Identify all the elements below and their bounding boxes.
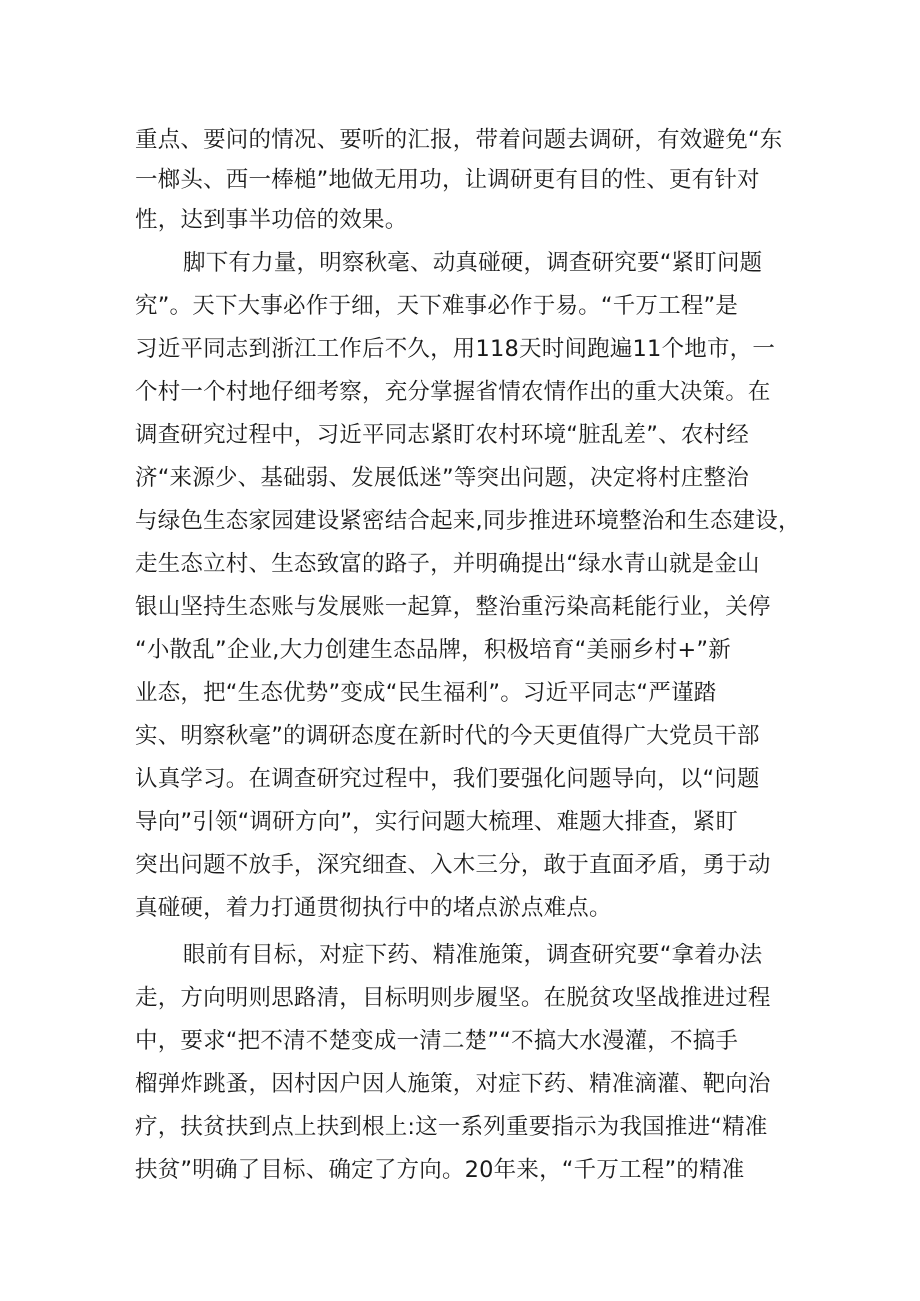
paragraph-first-line: 眼前有目标，对症下药、精准施策，调查研究要“拿着办法 (183, 942, 763, 968)
text-line: 一榔头、西一棒槌”地做无用功，让调研更有目的性、更有针对 (135, 167, 760, 193)
text-line: 济“来源少、基础弱、发展低迷”等突出问题，决定将村庄整治 (135, 465, 749, 491)
text-line: 个村一个村地仔细考察，充分掌握省情农情作出的重大决策。在 (135, 379, 771, 405)
text-line: 走生态立村、生态致富的路子，并明确提出“绿水青山就是金山 (135, 551, 760, 577)
text-line: 真碰硬，着力打通贯彻执行中的堵点淤点难点。 (135, 895, 612, 921)
paragraph-first-line: 脚下有力量，明察秋毫、动真碰硬，调查研究要“紧盯问题 (183, 250, 763, 276)
text-line: 中，要求“把不清不楚变成一清二楚”“不搞大水漫灌，不搞手 (135, 1028, 739, 1054)
text-line: 疗，扶贫扶到点上扶到根上:这一系列重要指示为我国推进“精准 (135, 1114, 768, 1140)
text-line: 业态，把“生态优势”变成“民生福利”。习近平同志“严谨踏 (135, 680, 717, 706)
text-line: 突出问题不放手，深究细查、入木三分，敢于直面矛盾，勇于动 (135, 852, 771, 878)
text-line: 重点、要问的情况、要听的汇报，带着问题去调研，有效避免“东 (135, 127, 783, 153)
text-line: 究”。天下大事必作于细，天下难事必作于易。“千万工程”是 (135, 293, 739, 319)
text-line: 走，方向明则思路清，目标明则步履坚。在脱贫攻坚战推进过程 (135, 985, 771, 1011)
text-line: 习近平同志到浙江工作后不久，用118天时间跑遍11个地市，一 (135, 336, 776, 362)
text-line: 性，达到事半功倍的效果。 (135, 207, 408, 233)
text-line: 导向”引领“调研方向”，实行问题大梳理、难题大排查，紧盯 (135, 809, 739, 835)
text-line: 实、明察秋毫”的调研态度在新时代的今天更值得广大党员干部 (135, 723, 760, 749)
text-line: 银山坚持生态账与发展账一起算，整治重污染高耗能行业，关停 (135, 594, 771, 620)
text-line: 与绿色生态家园建设紧密结合起来,同步推进环境整治和生态建设， (135, 508, 801, 534)
text-line: 扶贫”明确了目标、确定了方向。20年来，“千万工程”的精准 (135, 1157, 745, 1183)
text-line: “小散乱”企业,大力创建生态品牌，积极培育“美丽乡村+”新 (135, 637, 731, 663)
text-line: 榴弹炸跳蚤，因村因户因人施策，对症下药、精准滴灌、靶向治 (135, 1071, 771, 1097)
text-line: 调查研究过程中，习近平同志紧盯农村环境“脏乱差”、农村经 (135, 422, 749, 448)
text-line: 认真学习。在调查研究过程中，我们要强化问题导向，以“问题 (135, 766, 760, 792)
